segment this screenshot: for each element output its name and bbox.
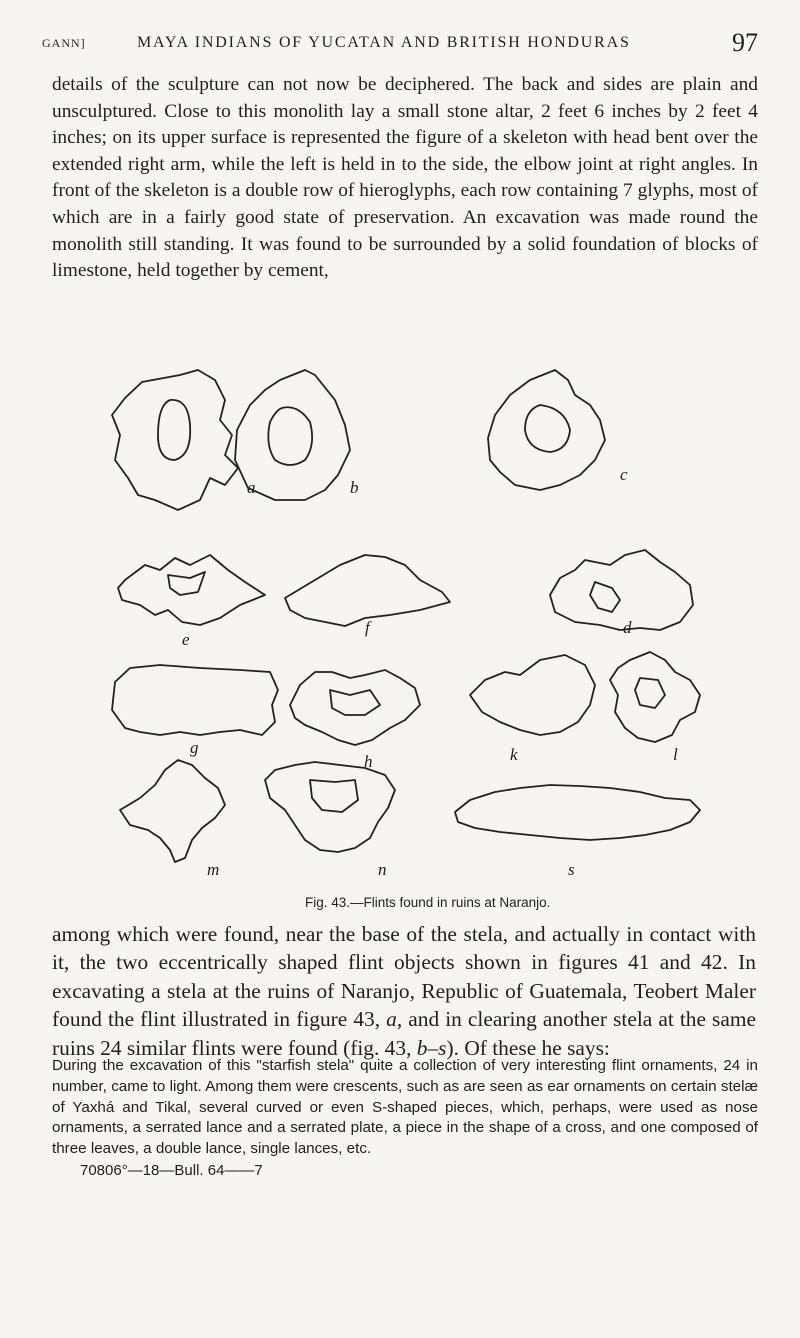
figure-label-h: h: [364, 752, 373, 771]
flint-l: [610, 652, 700, 742]
figure-label-b: b: [350, 478, 359, 497]
figure-label-e: e: [182, 630, 190, 649]
paragraph-2-part-3: ). Of these he says:: [446, 1035, 610, 1060]
flint-m: [120, 760, 225, 862]
paragraph-2-part-1: among which were found, near the base of the stela, and actually in contact with it, the two eccentrically shaped flint objects shown in figures 41 and 42. In excavating a stela at the ruins of Naranjo, Republic of Guatemala, Teobert Maler found the flint illustrated in figure 43,: [52, 922, 756, 1032]
figure-label-n: n: [378, 860, 387, 879]
figure-ref-a: a: [386, 1007, 397, 1032]
figure-label-c: c: [620, 465, 628, 484]
paragraph-2: [52, 920, 756, 1062]
figure-caption: Fig. 43.—Flints found in ruins at Naranjo.: [305, 895, 551, 910]
figure-label-g: g: [190, 738, 199, 757]
figure-ref-range: b–s: [416, 1035, 447, 1060]
paragraph-1: details of the sculpture can not now be deciphered. The back and sides are plain and unsculptured. Close to this monolith lay a small stone altar, 2 feet 6 inches by 2 feet 4 inches; on its upper surface is represented the figure of a skeleton with head bent over the extended right arm, while the left is held in to the side, the elbow joint at right angles. In front of the skeleton is a double row of hieroglyphs, each row containing 7 glyphs, most of which are in a fairly good state of preservation. An excavation was made round the monolith still standing. It was found to be surrounded by a solid foundation of blocks of limestone, held together by cement,: [52, 74, 758, 282]
figure-label-a: a: [247, 478, 256, 497]
figure-label-s: s: [568, 860, 575, 879]
paragraph-2-part-2: , and in clearing another stela at the same ruins 24 similar flints were found (fig. 43,: [52, 1007, 756, 1060]
figure-label-d: d: [623, 618, 632, 637]
page-footer: 70806°—18—Bull. 64——7: [80, 1162, 263, 1179]
figure-43: [100, 360, 720, 880]
flint-k: [470, 655, 595, 735]
flint-e: [118, 555, 265, 625]
flint-h: [290, 670, 420, 745]
flint-a: [112, 370, 238, 510]
figure-label-m: m: [207, 860, 220, 879]
figure-label-k: k: [510, 745, 518, 764]
figure-label-l: l: [673, 745, 678, 764]
flint-n: [265, 762, 395, 852]
flint-g: [112, 665, 278, 735]
flint-f: [285, 555, 450, 626]
running-header: [42, 28, 758, 62]
figure-label-f: f: [365, 618, 370, 637]
flint-s: [455, 785, 700, 840]
flint-d: [550, 550, 693, 630]
header-author: GANN]: [42, 36, 86, 50]
header-title: MAYA INDIANS OF YUCATAN AND BRITISH HONDURAS: [137, 34, 631, 51]
page-number: 97: [732, 28, 758, 57]
block-quote: During the excavation of this "starfish stela" quite a collection of very interesting flint ornaments, 24 in number, came to light. Among them were crescents, such as are seen as ear ornaments on certain stelæ of Yaxhá and Tikal, several curved or even S-shaped pieces, which, perhaps, were used as nose ornaments, a serrated lance and a serrated plate, a piece in the shape of a cross, and one composed of three leaves, a double lance, single lances, etc.: [52, 1057, 758, 1158]
flint-c: [488, 370, 605, 490]
